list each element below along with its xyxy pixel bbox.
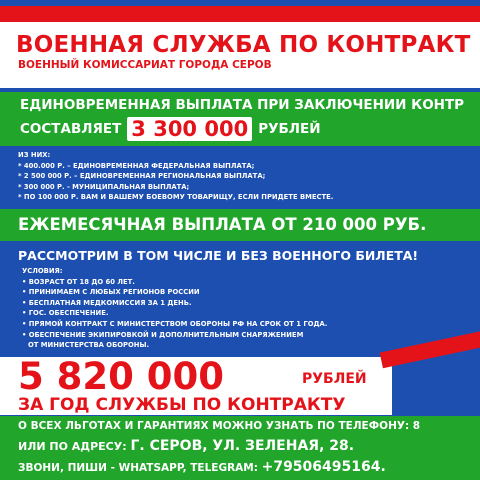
breakdown-list bbox=[18, 150, 478, 203]
conditions-list bbox=[22, 266, 462, 351]
contacts-address-line bbox=[18, 438, 354, 454]
lump-sum-amount-line bbox=[20, 117, 321, 141]
breakdown-item: * 300 000 Р. - МУНИЦИПАЛЬНАЯ ВЫПЛАТА; bbox=[18, 182, 190, 191]
address-value: Г. СЕРОВ, УЛ. ЗЕЛЕНАЯ, 28. bbox=[130, 438, 355, 454]
contacts-messenger-line bbox=[18, 459, 386, 475]
lump-sum-amount: 3 300 000 bbox=[127, 117, 252, 141]
conditions-heading: УСЛОВИЯ: bbox=[22, 267, 63, 275]
consider-text: РАССМОТРИМ В ТОМ ЧИСЛЕ И БЕЗ ВОЕННОГО БИЛЕТА! bbox=[18, 248, 419, 263]
condition-item: • ПРЯМОЙ КОНТРАКТ С МИНИСТЕРСТВОМ ОБОРОНЫ РФ НА СРОК ОТ 1 ГОДА. bbox=[22, 319, 328, 328]
condition-item: • ОБЕСПЕЧЕНИЕ ЭКИПИРОВКОЙ И ДОПОЛНИТЕЛЬНЫМ СНАРЯЖЕНИЕМ bbox=[22, 330, 304, 339]
poster-title: ВОЕННАЯ СЛУЖБА ПО КОНТРАКТ bbox=[16, 32, 471, 58]
phone-number-link[interactable]: +79506495164. bbox=[261, 459, 386, 475]
condition-item: ОТ МИНИСТЕРСТВА ОБОРОНЫ. bbox=[28, 341, 150, 350]
breakdown-item: * 400.000 Р. – ЕДИНОВРЕМЕННАЯ ФЕДЕРАЛЬНАЯ ВЫПЛАТА; bbox=[18, 161, 255, 170]
condition-item: • БЕСПЛАТНАЯ МЕДКОМИССИЯ ЗА 1 ДЕНЬ. bbox=[22, 298, 192, 307]
poster-subtitle: ВОЕННЫЙ КОМИССАРИАТ ГОРОДА СЕРОВ bbox=[18, 59, 272, 71]
condition-item: • ГОС. ОБЕСПЕЧЕНИЕ. bbox=[22, 309, 109, 318]
breakdown-item: * ПО 100 000 Р. ВАМ И ВАШЕМУ БОЕВОМУ ТОВАРИЩУ, ЕСЛИ ПРИДЕТЕ ВМЕСТЕ. bbox=[18, 193, 334, 201]
breakdown-heading: ИЗ НИХ: bbox=[18, 151, 51, 159]
annual-caption: ЗА ГОД СЛУЖБЫ ПО КОНТРАКТУ bbox=[18, 395, 346, 415]
monthly-payment-text: ЕЖЕМЕСЯЧНАЯ ВЫПЛАТА ОТ 210 000 РУБ. bbox=[18, 215, 427, 234]
annual-amount: 5 820 000 bbox=[18, 355, 224, 398]
top-blue-stripe bbox=[0, 0, 480, 6]
lump-sum-suffix: РУБЛЕЙ bbox=[258, 121, 321, 137]
messenger-prefix: ЗВОНИ, ПИШИ - WHATSAPP, TELEGRAM: bbox=[18, 462, 258, 474]
condition-item: • ВОЗРАСТ ОТ 18 ДО 60 ЛЕТ. bbox=[22, 277, 135, 286]
breakdown-item: * 2 500 000 Р. – ЕДИНОВРЕМЕННАЯ РЕГИОНАЛЬНАЯ ВЫПЛАТА; bbox=[18, 172, 266, 180]
lump-sum-prefix: СОСТАВЛЯЕТ bbox=[20, 121, 122, 137]
annual-unit: РУБЛЕЙ bbox=[302, 371, 367, 387]
address-prefix: ИЛИ ПО АДРЕСУ: bbox=[18, 440, 127, 453]
contacts-phone-line: О ВСЕХ ЛЬГОТАХ И ГАРАНТИЯХ МОЖНО УЗНАТЬ ПО ТЕЛЕФОНУ: 8 bbox=[18, 420, 421, 432]
lump-sum-heading: ЕДИНОВРЕМЕННАЯ ВЫПЛАТА ПРИ ЗАКЛЮЧЕНИИ КОНТР bbox=[20, 97, 465, 113]
condition-item: • ПРИНИМАЕМ С ЛЮБЫХ РЕГИОНОВ РОССИИ bbox=[22, 288, 200, 297]
